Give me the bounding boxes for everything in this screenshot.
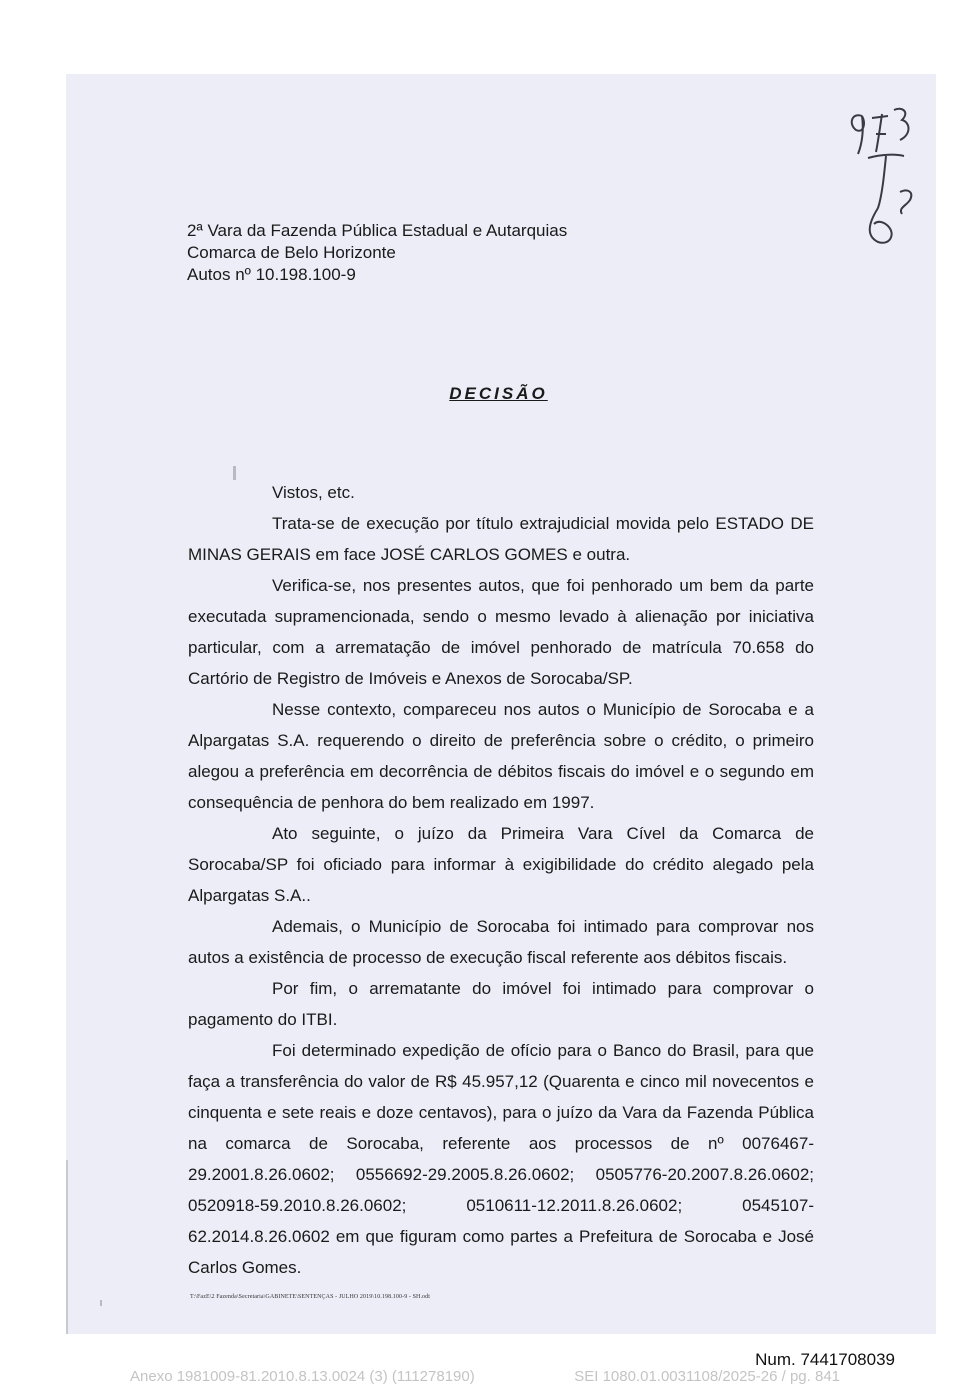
page-edge-shadow	[66, 1160, 68, 1334]
court-header	[187, 220, 567, 286]
paragraph: Trata-se de execução por título extrajudicial movida pelo ESTADO DE MINAS GERAIS em face JOSÉ CARLOS GOMES e outra.	[188, 514, 814, 564]
paragraph: Ato seguinte, o juízo da Primeira Vara Cível da Comarca de Sorocaba/SP foi oficiado para informar à exigibilidade do crédito alegado pela Alpargatas S.A..	[188, 824, 814, 905]
decision-body	[188, 477, 814, 1283]
paragraph: Por fim, o arrematante do imóvel foi intimado para comprovar o pagamento do ITBI.	[188, 979, 814, 1029]
court-name: 2ª Vara da Fazenda Pública Estadual e Autarquias	[187, 221, 568, 240]
paragraph: Verifica-se, nos presentes autos, que foi penhorado um bem da parte executada supramencionada, sendo o mesmo levado à alienação por iniciativa particular, com a arrematação de imóvel penhorado de matrícula 70.658 do Cartório de Registro de Imóveis e Anexos de Sorocaba/SP.	[188, 576, 814, 688]
comarca: Comarca de Belo Horizonte	[187, 243, 396, 262]
svg-text:973: 973	[842, 136, 844, 137]
case-number: Autos nº 10.198.100-9	[187, 265, 356, 284]
annex-footer	[130, 1368, 840, 1385]
paragraph: Foi determinado expedição de ofício para o Banco do Brasil, para que faça a transferência do valor de R$ 45.957,12 (Quarenta e cinco mil novecentos e cinquenta e sete reais e doze centavos), para o juízo da Vara da Fazenda Pública na comarca de Sorocaba, referente aos processos de nº 0076467-29.2001.8.26.0602; 0556692-29.2005.8.26.0602; 0505776-20.2007.8.26.0602; 0520918-59.2010.8.26.0602; 0510611-12.2011.8.26.0602; 0545107-62.2014.8.26.0602 em que figuram como partes a Prefeitura de Sorocaba e José Carlos Gomes.	[188, 1041, 814, 1277]
paragraph: Ademais, o Município de Sorocaba foi intimado para comprovar nos autos a existência de processo de execução fiscal referente aos débitos fiscais.	[188, 917, 814, 967]
document-number-stamp: Num. 7441708039	[755, 1350, 895, 1369]
scan-speck	[100, 1300, 102, 1306]
annex-reference: Anexo 1981009-81.2010.8.13.0024 (3) (111278190)	[130, 1368, 475, 1385]
paragraph: Vistos, etc.	[272, 483, 355, 502]
sei-reference: SEI 1080.01.0031108/2025-26 / pg. 841	[574, 1368, 840, 1385]
file-path-footer: T:\FazE\2 Fazenda\Secretaria\GABINETE\SENTENÇAS - JULHO 2019\10.198.100-9 - SH.odt	[190, 1294, 431, 1300]
handwritten-annotation	[838, 96, 928, 256]
paragraph: Nesse contexto, compareceu nos autos o Município de Sorocaba e a Alpargatas S.A. requerendo o direito de preferência sobre o crédito, o primeiro alegou a preferência em decorrência de débitos fiscais do imóvel e o segundo em consequência de penhora do bem realizado em 1997.	[188, 700, 814, 812]
document-title: DECISÃO	[449, 384, 548, 403]
